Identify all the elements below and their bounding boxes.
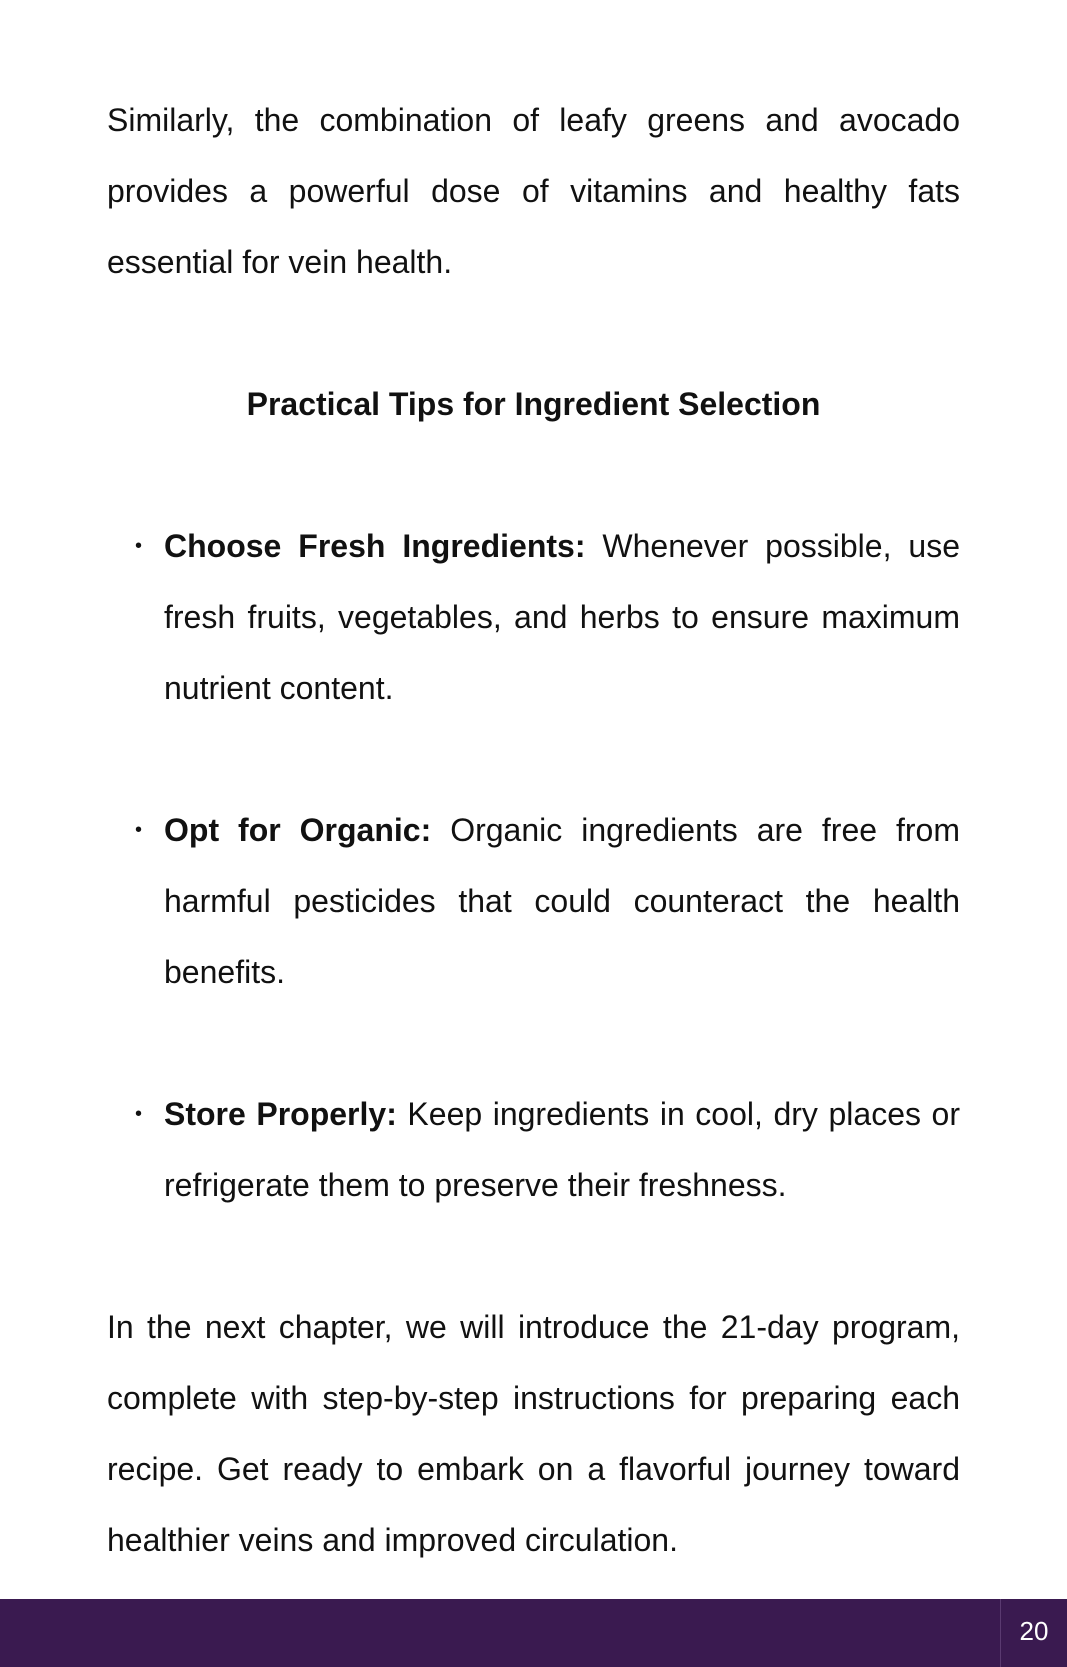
intro-paragraph: Similarly, the combination of leafy greens and avocado provides a powerful dose of vitamins and healthy fats essential for vein health. bbox=[107, 102, 960, 280]
closing-paragraph: In the next chapter, we will introduce the 21-day program, complete with step-by-step instructions for preparing each recipe. Get ready to embark on a flavorful journey toward healthier veins and improved circulation. bbox=[107, 1309, 960, 1558]
tip-item-organic bbox=[107, 795, 960, 1008]
tip-title: Opt for Organic: bbox=[164, 812, 451, 848]
tip-title: Choose Fresh Ingredients: bbox=[164, 528, 603, 564]
tip-item-fresh bbox=[107, 511, 960, 724]
tip-item-store bbox=[107, 1079, 960, 1221]
section-heading: Practical Tips for Ingredient Selection bbox=[246, 386, 821, 422]
tip-text: Keep ingredients in cool, dry places or refrigerate them to preserve their freshness. bbox=[164, 1096, 961, 1203]
page-number: 20 bbox=[1000, 1599, 1067, 1667]
bullet-icon: • bbox=[135, 819, 143, 841]
tip-title: Store Properly: bbox=[164, 1096, 408, 1132]
tip-text: Organic ingredients are free from harmful pesticides that could counteract the health benefits. bbox=[164, 812, 961, 990]
page-content bbox=[107, 85, 960, 1576]
bullet-icon: • bbox=[135, 535, 143, 557]
footer-bar bbox=[0, 1599, 1067, 1667]
bullet-icon: • bbox=[135, 1103, 143, 1125]
tip-text: Whenever possible, use fresh fruits, vegetables, and herbs to ensure maximum nutrient content. bbox=[164, 528, 961, 706]
tips-list bbox=[107, 511, 960, 1221]
